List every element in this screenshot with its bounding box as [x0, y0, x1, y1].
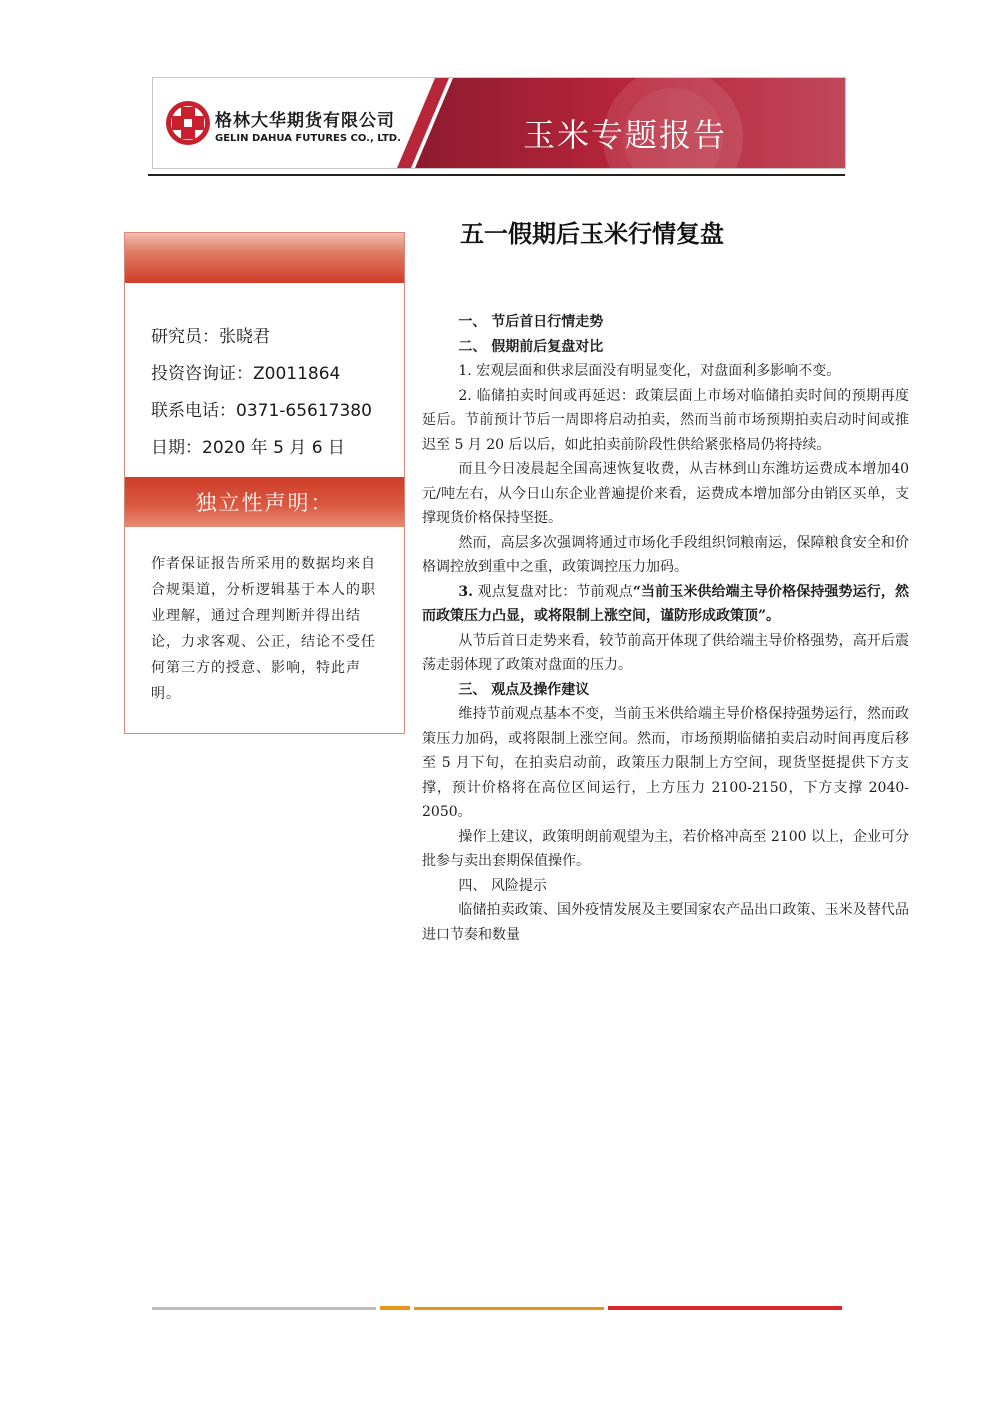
paragraph: 而且今日凌晨起全国高速恢复收费，从吉林到山东潍坊运费成本增加40 元/吨左右，从今日山东企业普遍提价来看，运费成本增加部分由销区买单，支撑现货价格保持坚挺。 — [422, 461, 909, 526]
license-number: 投资咨询证：Z0011864 — [151, 364, 341, 384]
paragraph: 维持节前观点基本不变，当前玉米供给端主导价格保持强势运行，然而政策压力加码，或将限制上涨空间。然而，市场预期临储拍卖启动时间再度后移至 5 月下旬，在拍卖启动前，政策压力限制上方空间，现货坚挺提供下方支撑，预计价格将在高位区间运行，上方压力 2100-2150，下方支撑 2040-2050。 — [422, 706, 909, 820]
paragraph-viewpoint — [422, 580, 909, 629]
report-title: 玉米专题报告 — [523, 116, 728, 154]
paragraph: 然而，高层多次强调将通过市场化手段组织饲粮南运，保障粮食安全和价格调控放到重中之重，政策调控压力加码。 — [422, 534, 909, 575]
footer-segment-gray — [152, 1307, 376, 1310]
footer-rule — [152, 1306, 842, 1310]
paragraph: 2. 临储拍卖时间或再延迟：政策层面上市场对临储拍卖时间的预期再度延后。节前预计节后一周即将启动拍卖，然而当前市场预期拍卖启动时间或推迟至 5 月 20 后以后，如此拍卖前阶段性供给紧张格局仍将持续。 — [422, 387, 909, 453]
section-heading: 四、 风险提示 — [458, 877, 547, 894]
company-name-cn: 格林大华期货有限公司 — [215, 111, 395, 131]
paragraph: 从节后首日走势来看，较节前高开体现了供给端主导价格强势，高开后震荡走弱体现了政策对盘面的压力。 — [422, 632, 909, 673]
point-number: 3. — [458, 583, 474, 600]
article-body — [422, 310, 909, 947]
report-header — [152, 77, 846, 169]
author-sidebar — [124, 232, 405, 734]
section-heading: 三、 观点及操作建议 — [458, 681, 590, 698]
researcher-name: 研究员：张晓君 — [151, 327, 270, 347]
report-date: 日期：2020 年 5 月 6 日 — [151, 438, 345, 458]
footer-segment-red — [608, 1306, 842, 1310]
paragraph: 操作上建议，政策明朗前观望为主，若价格冲高至 2100 以上，企业可分批参与卖出套期保值操作。 — [422, 828, 909, 869]
point-quote: “当前玉米供给端主导价格保持强势运行，然而政策压力凸显，或将限制上涨空间，谨防形成政策顶”。 — [422, 583, 909, 624]
footer-segment-orange — [414, 1307, 604, 1310]
disclaimer-title: 独立性声明： — [195, 491, 334, 515]
header-divider — [148, 174, 845, 176]
disclaimer-text: 作者保证报告所采用的数据均来自合规渠道，分析逻辑基于本人的职业理解，通过合理判断并得出结论，力求客观、公正，结论不受任何第三方的授意、影响，特此声明。 — [151, 556, 376, 702]
disclaimer-header-band — [125, 477, 404, 527]
sidebar-top-band — [125, 233, 404, 283]
contact-phone: 联系电话：0371-65617380 — [151, 401, 372, 421]
company-name-en: GELIN DAHUA FUTURES CO., LTD. — [215, 133, 401, 144]
point-lead: 观点复盘对比：节前观点 — [473, 583, 633, 600]
article-title: 五一假期后玉米行情复盘 — [460, 219, 724, 248]
section-heading: 一、 节后首日行情走势 — [458, 314, 604, 330]
author-info — [151, 319, 372, 467]
section-heading: 二、 假期前后复盘对比 — [458, 338, 604, 355]
footer-segment-orange-short — [380, 1306, 410, 1310]
paragraph: 1. 宏观层面和供求层面没有明显变化，对盘面利多影响不变。 — [458, 363, 841, 379]
paragraph: 临储拍卖政策、国外疫情发展及主要国家农产品出口政策、玉米及替代品进口节奏和数量 — [422, 902, 909, 943]
company-logo — [163, 98, 213, 148]
